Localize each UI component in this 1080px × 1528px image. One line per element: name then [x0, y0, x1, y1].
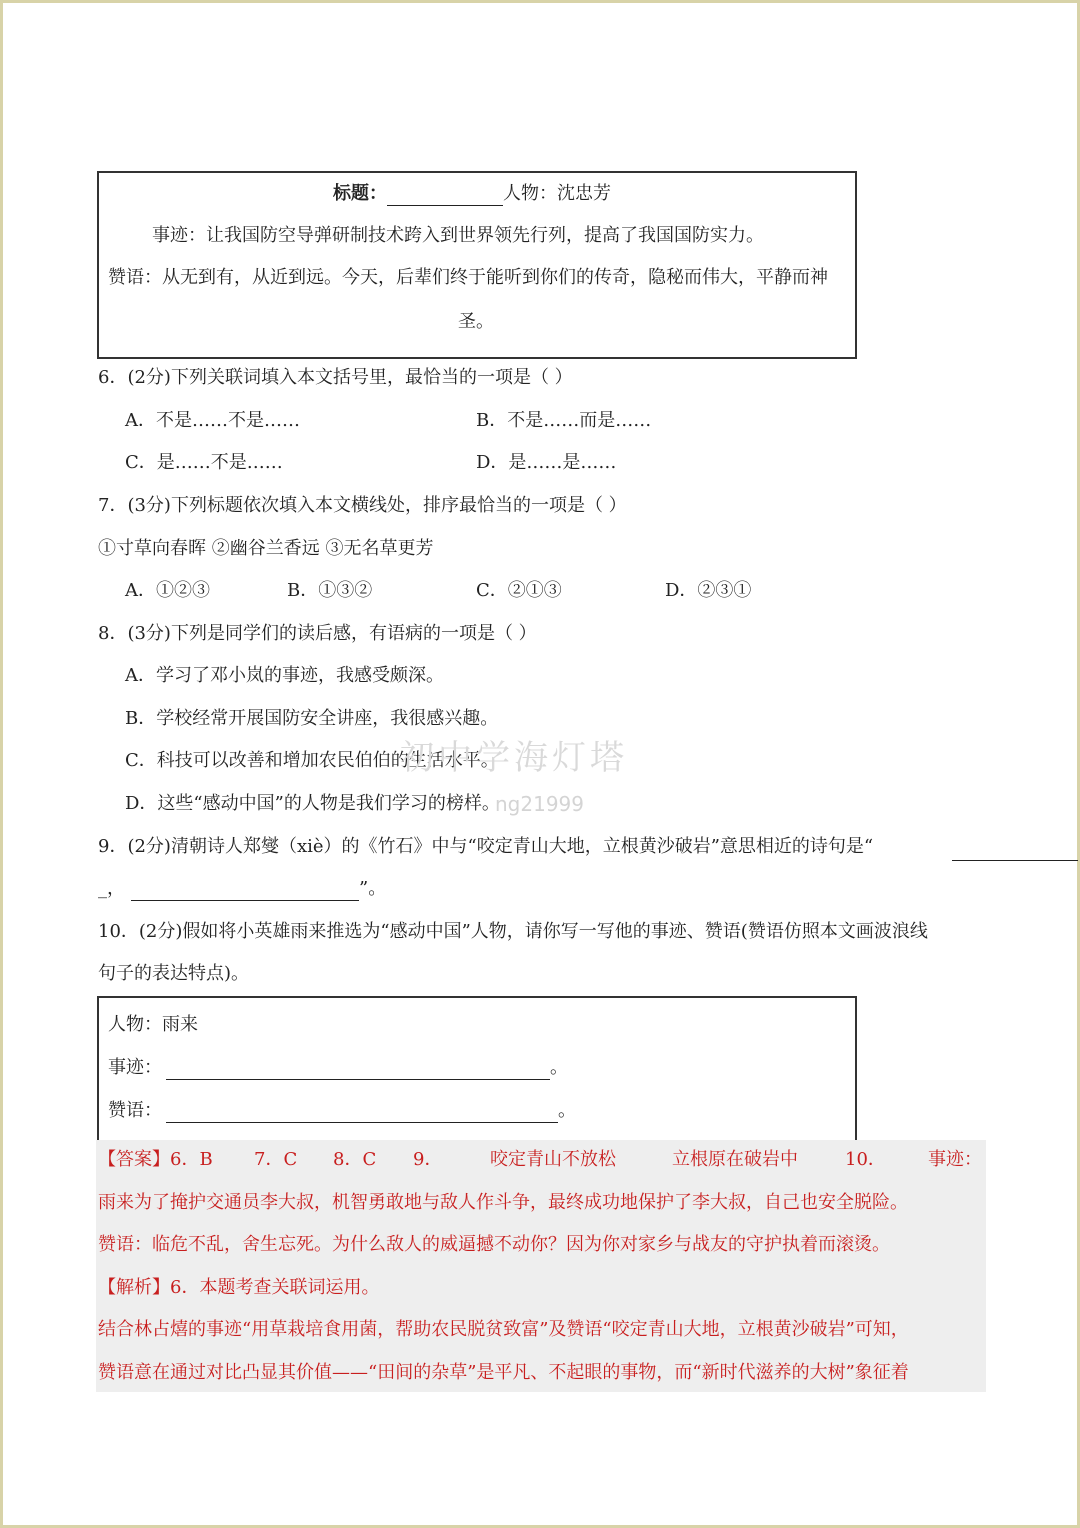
- answers-label: 【答案】: [98, 1149, 170, 1170]
- answer-8: 8．C: [333, 1149, 377, 1170]
- q7-option-c: C．②①③: [476, 580, 562, 601]
- q9-cont-start: _，: [98, 878, 125, 899]
- q10-deeds-label: 事迹：: [108, 1057, 162, 1078]
- q8-option-a: A．学习了邓小岚的事迹，我感受颇深。: [125, 665, 444, 686]
- q10-deeds-end: 。: [550, 1057, 568, 1078]
- box1-title-row: [333, 182, 611, 206]
- q8-option-b: B．学校经常开展国防安全讲座，我很感兴趣。: [125, 708, 499, 729]
- analysis-label: 【解析】: [98, 1277, 170, 1298]
- q7-items: ①寸草向春晖 ②幽谷兰香远 ③无名草更芳: [98, 538, 434, 559]
- analysis-row: [98, 1276, 379, 1300]
- q6-option-c: C．是……不是……: [125, 452, 283, 473]
- answer-10-num: 10．: [845, 1149, 886, 1170]
- q10-deeds-row: [108, 1056, 568, 1080]
- q6-option-d: D．是……是……: [476, 452, 617, 473]
- answer-10-praise: 赞语：临危不乱，舍生忘死。为什么敌人的威逼撼不动你？因为你对家乡与战友的守护执着而滚烫。: [98, 1234, 890, 1255]
- q6-option-b: B．不是……而是……: [476, 410, 652, 431]
- q10-deeds-blank[interactable]: [166, 1059, 550, 1080]
- q6-stem: 6．(2分)下列关联词填入本文括号里，最恰当的一项是（ ）: [98, 367, 573, 388]
- answers-row: [98, 1148, 213, 1172]
- q7-option-d: D．②③①: [665, 580, 752, 601]
- watermark-sub: ng21999: [495, 792, 584, 816]
- q7-option-a: A．①②③: [125, 580, 210, 601]
- q6-option-a: A．不是……不是……: [125, 410, 300, 431]
- q9-blank-1[interactable]: [952, 840, 1078, 861]
- analysis-line1: 结合林占熺的事迹“用草栽培食用菌，帮助农民脱贫致富”及赞语“咬定青山大地，立根黄沙破岩”可知，: [98, 1319, 909, 1340]
- q9-stem: 9．(2分)清朝诗人郑燮（xiè）的《竹石》中与“咬定青山大地，立根黄沙破岩”意思相近的诗句是“: [98, 836, 874, 857]
- q7-stem: 7．(3分)下列标题依次填入本文横线处，排序最恰当的一项是（ ）: [98, 495, 627, 516]
- box1-person: 人物：沈忠芳: [503, 183, 611, 204]
- q7-option-b: B．①③②: [287, 580, 373, 601]
- q10-praise-end: 。: [558, 1100, 576, 1121]
- watermark: 初中学海灯塔: [400, 738, 628, 778]
- q10-praise-blank[interactable]: [166, 1102, 558, 1123]
- q10-stem-line2: 句子的表达特点)。: [98, 963, 250, 984]
- answer-10-deeds-label: 事迹：: [928, 1149, 982, 1170]
- analysis-line2: 赞语意在通过对比凸显其价值——“田间的杂草”是平凡、不起眼的事物，而“新时代滋养的大树”象征着: [98, 1362, 909, 1383]
- answer-9-part2: 立根原在破岩中: [672, 1149, 798, 1170]
- q8-stem: 8．(3分)下列是同学们的读后感，有语病的一项是（ ）: [98, 623, 537, 644]
- q10-praise-row: [108, 1099, 576, 1123]
- answer-10-deeds: 雨来为了掩护交通员李大叔，机智勇敢地与敌人作斗争，最终成功地保护了李大叔，自己也安全脱险。: [98, 1192, 908, 1213]
- answer-9-part1: 咬定青山不放松: [490, 1149, 616, 1170]
- box1-deeds: 事迹：让我国防空导弹研制技术跨入到世界领先行列，提高了我国国防实力。: [152, 225, 764, 246]
- box1-title-label: 标题：: [333, 183, 387, 204]
- answer-6: 6．B: [170, 1149, 213, 1170]
- answer-7: 7．C: [254, 1149, 298, 1170]
- box1-praise-line1: 赞语：从无到有，从近到远。今天，后辈们终于能听到你们的传奇，隐秘而伟大，平静而神: [108, 267, 828, 288]
- analysis-6: 6．本题考查关联词运用。: [170, 1277, 380, 1298]
- q8-option-c: C．科技可以改善和增加农民伯伯的生活水平。: [125, 750, 499, 771]
- q10-praise-label: 赞语：: [108, 1100, 162, 1121]
- q9-blank-2[interactable]: [131, 880, 359, 901]
- q8-option-d: D．这些“感动中国”的人物是我们学习的榜样。: [125, 793, 500, 814]
- answer-9-num: 9．: [413, 1149, 443, 1170]
- box1-praise-line2: 圣。: [458, 311, 494, 332]
- q9-cont: [98, 877, 386, 901]
- box1-title-blank[interactable]: [387, 187, 503, 206]
- q10-person: 人物：雨来: [108, 1014, 198, 1035]
- q10-stem-line1: 10．(2分)假如将小英雄雨来推选为“感动中国”人物，请你写一写他的事迹、赞语(赞语仿照本文画波浪线: [98, 921, 928, 942]
- answer-highlight: [96, 1140, 986, 1392]
- q9-cont-end: ”。: [359, 878, 387, 899]
